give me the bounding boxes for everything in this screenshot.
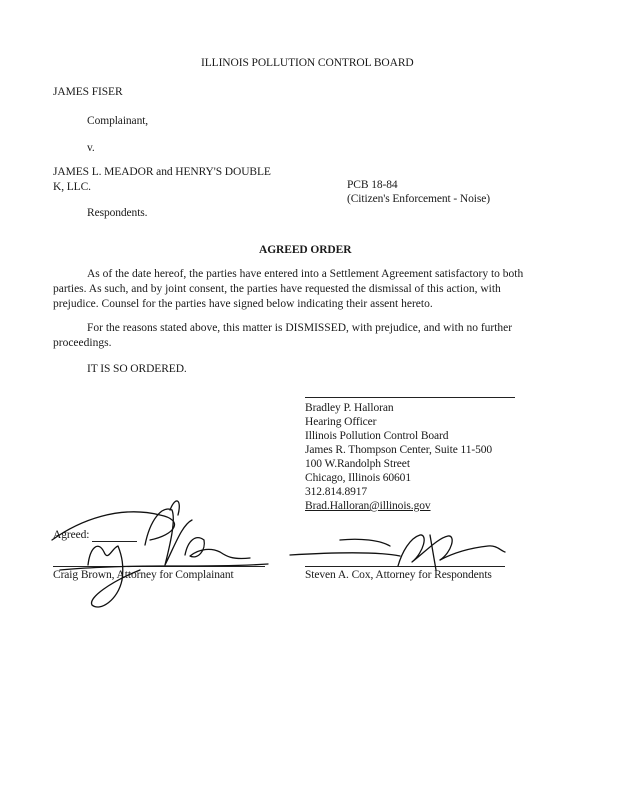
- hearing-officer-phone: 312.814.8917: [305, 486, 368, 498]
- order-paragraph-2: For the reasons stated above, this matter is DISMISSED, with prejudice, and with no further proceedings.: [53, 322, 513, 349]
- complainant-role: Complainant,: [87, 115, 149, 127]
- case-number: PCB 18-84: [347, 179, 398, 191]
- respondents-attorney: Steven A. Cox, Attorney for Respondents: [305, 569, 492, 581]
- board-title: ILLINOIS POLLUTION CONTROL BOARD: [201, 57, 414, 69]
- so-ordered: IT IS SO ORDERED.: [87, 363, 187, 375]
- respondents-name-line1: JAMES L. MEADOR and HENRY'S DOUBLE: [53, 166, 271, 178]
- hearing-officer-name: Bradley P. Halloran: [305, 402, 394, 414]
- hearing-officer-street: 100 W.Randolph Street: [305, 458, 410, 470]
- order-title: AGREED ORDER: [259, 244, 352, 256]
- complainant-attorney: Craig Brown, Attorney for Complainant: [53, 569, 234, 581]
- hearing-officer-city: Chicago, Illinois 60601: [305, 472, 411, 484]
- order-paragraph-1: As of the date hereof, the parties have entered into a Settlement Agreement satisfactory to both parties. As such, and by joint consent, the parties have requested the dismissal of this action, with prejudice. Counsel for the parties have signed below indicating their assent hereto.: [53, 268, 524, 310]
- agreed-label: Agreed:: [53, 529, 90, 541]
- hearing-officer-building: James R. Thompson Center, Suite 11-500: [305, 444, 493, 456]
- versus-label: v.: [87, 142, 95, 154]
- respondents-name-line2: K, LLC.: [53, 181, 91, 193]
- hearing-officer-email[interactable]: Brad.Halloran@illinois.gov: [305, 500, 431, 512]
- respondents-role: Respondents.: [87, 207, 148, 219]
- case-type: (Citizen's Enforcement - Noise): [347, 193, 490, 205]
- hearing-officer-title: Hearing Officer: [305, 416, 377, 428]
- complainant-name: JAMES FISER: [53, 86, 123, 98]
- hearing-officer-agency: Illinois Pollution Control Board: [305, 430, 449, 442]
